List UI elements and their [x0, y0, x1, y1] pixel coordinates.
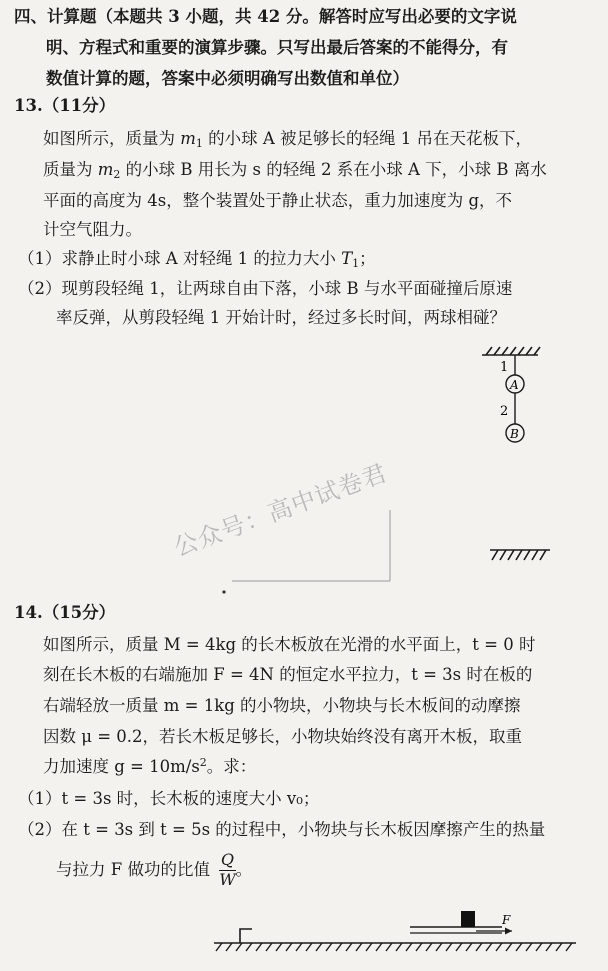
- ceiling: [482, 347, 540, 355]
- ball-b-label: B: [510, 427, 519, 441]
- q13-part-2-line-1: （2）现剪段轻绳 1，让两球自由下落，小球 B 与水平面碰撞后原速: [18, 279, 513, 298]
- q14-stem-line-3: 右端轻放一质量 m = 1kg 的小物块，小物块与长木板间的动摩擦: [43, 696, 521, 715]
- q13-ground: [486, 548, 556, 562]
- q13-stem-line-1: 如图所示，质量为 $m_1$ 的小球 A 被足够长的轻绳 1 吊在天花板下，: [43, 129, 533, 150]
- left-stop: [240, 929, 252, 943]
- q14-stem-line-5: 力加速度 $g = 10m/s^2$。求：: [43, 756, 257, 776]
- q13-stem-line-3: 平面的高度为 4s，整个装置处于静止状态，重力加速度为 g，不: [43, 191, 513, 210]
- q14-part-2-line-1: （2）在 t = 3s 到 t = 5s 的过程中，小物块与长木板因摩擦产生的热量: [18, 820, 546, 839]
- q13-figure: [478, 343, 588, 453]
- force-arrow-head: [505, 928, 512, 935]
- ball-a-label: A: [510, 378, 519, 392]
- watermark: 公众号：高中试卷君: [170, 458, 392, 562]
- section-header-line-3: 数值计算的题，答案中必须明确写出数值和单位）: [46, 69, 409, 88]
- rope-2-label: 2: [500, 404, 509, 419]
- q14-part-1: （1）t = 3s 时，长木板的速度大小 v₀；: [18, 789, 320, 808]
- q14-header: 14.（15分）: [14, 603, 116, 622]
- q14-figure: [210, 905, 590, 955]
- q14-stem-line-4: 因数 μ = 0.2，若长木板足够长，小物块始终没有离开木板，取重: [43, 727, 523, 746]
- rope-1-label: 1: [500, 360, 509, 375]
- q14-stem-line-2: 刻在长木板的右端施加 F = 4N 的恒定水平拉力，t = 3s 时在板的: [43, 665, 533, 684]
- q14-part-2-line-2: 与拉力 F 做功的比值 $\frac{Q}{W}$ 。: [56, 850, 253, 889]
- q13-stem-line-4: 计空气阻力。: [43, 220, 142, 239]
- q13-header: 13.（11分）: [14, 96, 116, 115]
- small-block: [461, 911, 475, 927]
- q13-part-2-line-2: 率反弹，从剪段轻绳 1 开始计时，经过多长时间，两球相碰？: [56, 308, 506, 327]
- q14-stem-line-1: 如图所示，质量 M = 4kg 的长木板放在光滑的水平面上，t = 0 时: [43, 635, 536, 654]
- section-header-line-2: 明、方程式和重要的演算步骤。只写出最后答案的不能得分，有: [46, 38, 508, 57]
- section-header-line-1: 四、计算题（本题共 3 小题，共 42 分。解答时应写出必要的文字说: [14, 7, 517, 26]
- q13-part-1: （1）求静止时小球 A 对轻绳 1 的拉力大小 $T_1$；: [18, 249, 376, 270]
- q13-stem-line-2: 质量为 $m_2$ 的小球 B 用长为 s 的轻绳 2 系在小球 A 下，小球 B 离水: [43, 160, 547, 181]
- ratio-fraction: $\frac{Q}{W}$: [219, 850, 236, 889]
- force-label: F: [502, 913, 511, 927]
- ground-surface: [214, 943, 576, 951]
